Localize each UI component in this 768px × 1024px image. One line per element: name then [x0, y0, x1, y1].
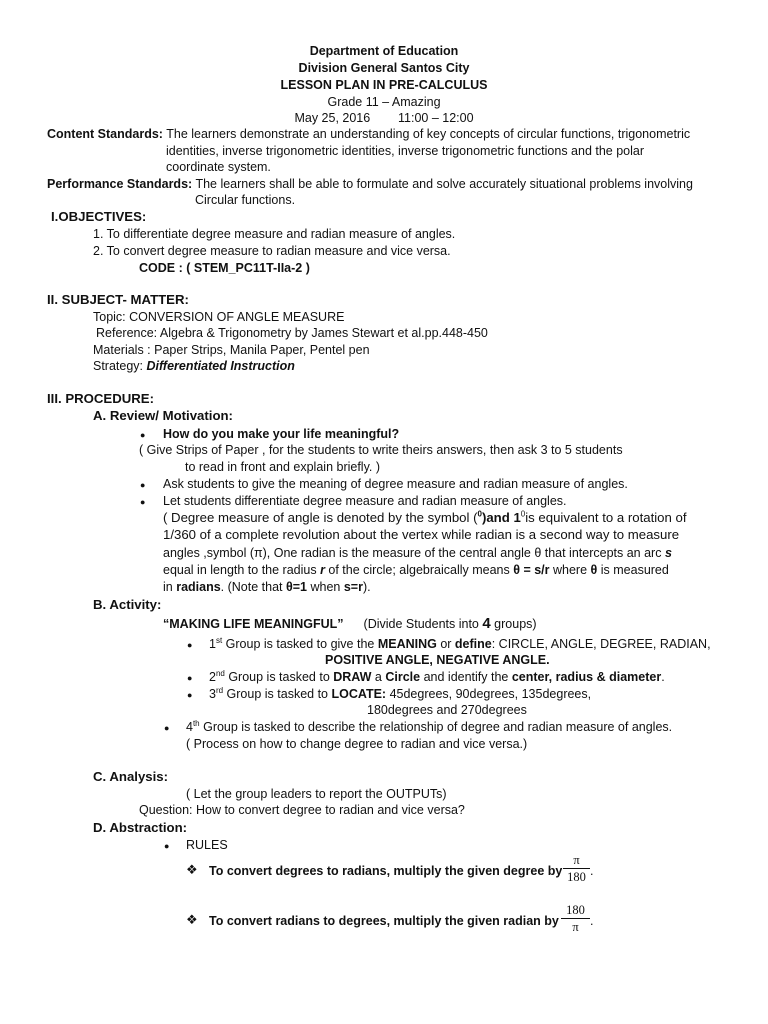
- bullet-icon: ●: [140, 430, 146, 440]
- group-text: .: [661, 670, 665, 684]
- definition-text: is equivalent to a rotation of: [525, 510, 687, 525]
- strategy-value: Differentiated Instruction: [146, 359, 295, 373]
- strategy-line: [93, 358, 295, 374]
- definition-text: when: [307, 580, 344, 594]
- definition-text: is measured: [597, 563, 669, 577]
- note-condition: s=r: [343, 580, 363, 594]
- note-formula: θ=1: [285, 580, 307, 594]
- group-text: a: [371, 670, 386, 684]
- group-number: 4: [186, 720, 193, 734]
- analysis-heading: C. Analysis:: [93, 769, 168, 784]
- content-standards-text1: The learners demonstrate an understanding of key concepts of circular functions, trigonometric: [166, 127, 691, 141]
- definition-line-a: [163, 510, 687, 526]
- content-standards-text2: identities, inverse trigonometric identities, inverse trigonometric functions and the polar: [166, 144, 645, 158]
- group-number: 3: [209, 687, 216, 701]
- group-text: Group is tasked to: [223, 687, 332, 701]
- ordinal-sup: rd: [215, 685, 224, 695]
- performance-standards-text1: The learners shall be able to formulate and solve accurately situational problems involving: [195, 177, 693, 191]
- group-text: and identify the: [420, 670, 512, 684]
- degree-sup: 0: [520, 509, 526, 519]
- definition-text: ).: [362, 580, 371, 594]
- group-count: 4: [482, 615, 491, 632]
- circle-term: Circle: [385, 670, 421, 684]
- radian-formula: θ = s/r: [513, 563, 550, 577]
- performance-standards-text2: Circular functions.: [195, 193, 296, 207]
- review-bullet-3: Let students differentiate degree measure and radian measure of angles.: [163, 494, 567, 508]
- materials-line: Materials : Paper Strips, Manila Paper, Pentel pen: [93, 343, 370, 357]
- fraction-denominator: π: [572, 920, 579, 934]
- definition-line-e: [163, 579, 371, 595]
- degree-sup: 0: [477, 509, 482, 519]
- group-text: 45degrees, 90degrees, 135degrees,: [386, 687, 592, 701]
- 180-over-pi-fraction: [561, 903, 590, 934]
- ordinal-sup: st: [215, 635, 223, 645]
- activity-heading: B. Activity:: [93, 597, 162, 612]
- bullet-icon: ●: [187, 640, 193, 650]
- review-give-line1: ( Give Strips of Paper , for the students to write theirs answers, then ask 3 to 5 students: [139, 443, 623, 457]
- objective-item-1: 1. To differentiate degree measure and radian measure of angles.: [93, 227, 456, 241]
- date-time-line: May 25, 2016 11:00 – 12:00: [294, 111, 474, 125]
- group-text: : CIRCLE, ANGLE, DEGREE, RADIAN,: [491, 637, 711, 651]
- procedure-heading: III. PROCEDURE:: [47, 391, 154, 406]
- rules-label: RULES: [186, 838, 228, 852]
- rule-1-text: To convert degrees to radians, multiply the given degree by: [209, 864, 563, 878]
- performance-standards-line1: [47, 176, 693, 192]
- division-heading: Division General Santos City: [298, 61, 470, 75]
- define-term: define: [454, 637, 492, 651]
- review-question: How do you make your life meaningful?: [163, 427, 400, 441]
- definition-line-d: [163, 562, 669, 578]
- definition-text: angles ,symbol (π), One radian is the measure of the central angle θ that intercepts an arc: [163, 546, 665, 560]
- diamond-bullet-icon: ❖: [186, 912, 198, 927]
- group-number: 2: [209, 670, 216, 684]
- theta-symbol: θ: [590, 563, 598, 577]
- bullet-icon: ●: [164, 841, 170, 851]
- fraction-numerator: π: [573, 853, 580, 867]
- bullet-icon: ●: [187, 690, 193, 700]
- group-3-line: [209, 686, 591, 702]
- definition-text: where: [549, 563, 591, 577]
- group-2-line: [209, 669, 665, 685]
- group-1-terms: POSITIVE ANGLE, NEGATIVE ANGLE.: [325, 653, 550, 667]
- draw-term: DRAW: [333, 670, 372, 684]
- group-1-line: [209, 636, 711, 652]
- content-standards-line1: [47, 126, 690, 142]
- fraction-bar: [561, 918, 590, 919]
- objectives-heading: I.OBJECTIVES:: [51, 209, 147, 224]
- definition-line-b: 1/360 of a complete revolution about the vertex while radian is a second way to measure: [163, 527, 680, 542]
- activity-divide-text: (Divide Students into: [363, 617, 483, 631]
- bullet-icon: ●: [187, 673, 193, 683]
- review-bullet-2: Ask students to give the meaning of degree measure and radian measure of angles.: [163, 477, 628, 491]
- group-4-process: ( Process on how to change degree to radian and vice versa.): [186, 737, 528, 751]
- review-heading: A. Review/ Motivation:: [93, 408, 233, 423]
- fraction-bar: [563, 868, 590, 869]
- activity-title-line: [163, 616, 537, 632]
- definition-text: )and 1: [481, 510, 521, 525]
- abstraction-heading: D. Abstraction:: [93, 820, 188, 835]
- group-4-line: [186, 719, 672, 735]
- group-3-angles: 180degrees and 270degrees: [367, 703, 527, 717]
- ordinal-sup: nd: [215, 668, 225, 678]
- content-standards-text3: coordinate system.: [166, 160, 271, 174]
- radius-variable: r: [320, 563, 325, 577]
- definition-text: equal in length to the radius: [163, 563, 321, 577]
- fraction-numerator: 180: [566, 903, 585, 917]
- strategy-label: Strategy:: [93, 359, 147, 373]
- group-text: or: [436, 637, 455, 651]
- grade-line: Grade 11 – Amazing: [327, 95, 441, 109]
- reference-line: Reference: Algebra & Trigonometry by James Stewart et al.pp.448-450: [96, 326, 488, 340]
- lesson-plan-title: LESSON PLAN IN PRE-CALCULUS: [280, 78, 488, 92]
- group-text: Group is tasked to: [224, 670, 334, 684]
- performance-standards-label: Performance Standards:: [47, 177, 193, 191]
- bullet-icon: ●: [140, 480, 146, 490]
- ordinal-sup: th: [192, 718, 200, 728]
- meaning-term: MEANING: [377, 637, 437, 651]
- definition-line-c: [163, 545, 672, 561]
- activity-divide-text: groups): [490, 617, 537, 631]
- definition-text: of the circle; algebraically means: [324, 563, 514, 577]
- subject-matter-heading: II. SUBJECT- MATTER:: [47, 292, 189, 307]
- objective-code: CODE : ( STEM_PC11T-IIa-2 ): [139, 261, 310, 275]
- department-heading: Department of Education: [309, 44, 459, 58]
- definition-text: in: [163, 580, 177, 594]
- content-standards-label: Content Standards:: [47, 127, 163, 141]
- topic-line: Topic: CONVERSION OF ANGLE MEASURE: [93, 310, 345, 324]
- bullet-icon: ●: [140, 497, 146, 507]
- rule-2-period: .: [590, 914, 594, 928]
- group-number: 1: [209, 637, 216, 651]
- radians-term: radians: [176, 580, 221, 594]
- locate-term: LOCATE:: [331, 687, 387, 701]
- arc-variable: s: [664, 546, 672, 560]
- review-give-line2: to read in front and explain briefly. ): [185, 460, 381, 474]
- analysis-question: Question: How to convert degree to radian and vice versa?: [139, 803, 465, 817]
- group-text: Group is tasked to give the: [222, 637, 378, 651]
- activity-title: “MAKING LIFE MEANINGFUL”: [163, 617, 344, 631]
- definition-text: . (Note that: [220, 580, 286, 594]
- rule-1-period: .: [590, 864, 594, 878]
- rule-2-text: To convert radians to degrees, multiply the given radian by: [209, 914, 559, 928]
- bullet-icon: ●: [164, 723, 170, 733]
- objective-item-2: 2. To convert degree measure to radian measure and vice versa.: [93, 244, 451, 258]
- fraction-denominator: 180: [567, 870, 586, 884]
- circle-parts: center, radius & diameter: [511, 670, 662, 684]
- pi-over-180-fraction: [563, 853, 590, 884]
- definition-text: ( Degree measure of angle is denoted by the symbol (: [163, 510, 478, 525]
- analysis-line-1: ( Let the group leaders to report the OUTPUTs): [186, 787, 447, 801]
- diamond-bullet-icon: ❖: [186, 862, 198, 877]
- group-text: Group is tasked to describe the relationship of degree and radian measure of angles.: [199, 720, 673, 734]
